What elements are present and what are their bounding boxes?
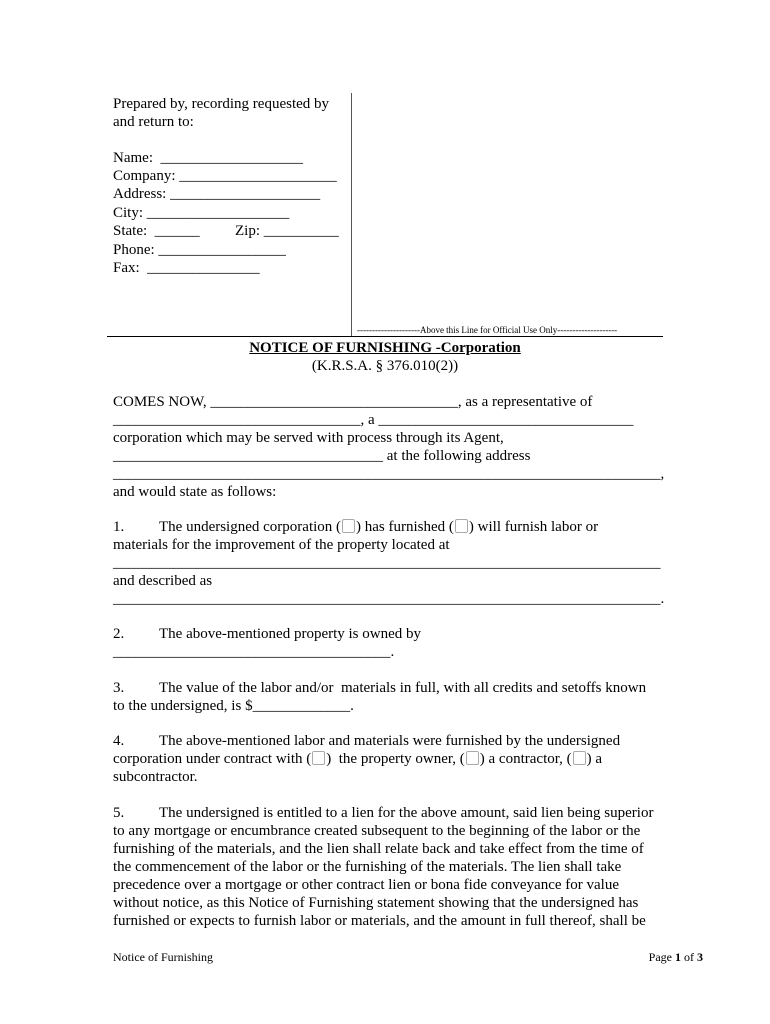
intro-line4[interactable]: ____________________________________ at the following address	[113, 448, 531, 464]
prepared-by-line2: and return to:	[113, 114, 194, 130]
subcontractor-checkbox[interactable]	[573, 751, 586, 765]
prepared-by-line1: Prepared by, recording requested by	[113, 96, 330, 112]
page-prefix: Page	[648, 950, 675, 964]
has-furnished-checkbox[interactable]	[342, 519, 355, 533]
page-total: 3	[697, 950, 703, 964]
will-furnish-checkbox[interactable]	[455, 519, 468, 533]
intro-line1[interactable]: COMES NOW, _________________________________, as a representative of	[113, 394, 593, 410]
phone-field[interactable]: Phone: _________________	[113, 242, 286, 258]
para1-line4: and described as	[113, 573, 213, 589]
para5-line3: furnishing of the materials, and the lien shall relate back and take effect from the time of	[113, 841, 644, 857]
contractor-checkbox[interactable]	[466, 751, 479, 765]
para5-line2: to any mortgage or encumbrance created subsequent to the beginning of the labor or the	[113, 823, 641, 839]
para2-number: 2.	[113, 626, 125, 642]
para5-number: 5.	[113, 805, 125, 821]
statute-reference: (K.R.S.A. § 376.010(2))	[311, 358, 459, 374]
para1-line2: materials for the improvement of the property located at	[113, 537, 450, 553]
para2-line1: The above-mentioned property is owned by	[159, 626, 422, 642]
intro-line3: corporation which may be served with process through its Agent,	[113, 430, 504, 446]
intro-line2[interactable]: _________________________________, a __________________________________	[113, 412, 634, 428]
para5-line5: precedence over a mortgage or other contract lien or bona fide conveyance for value	[113, 877, 619, 893]
para4-line2	[113, 750, 602, 768]
intro-line5[interactable]: _________________________________________________________________________,	[113, 466, 665, 482]
address-field[interactable]: Address: ____________________	[113, 186, 321, 202]
page-mid: of	[681, 950, 697, 964]
property-description-field[interactable]: _________________________________________________________________________.	[113, 591, 665, 607]
property-location-field[interactable]: _________________________________________________________________________	[113, 555, 661, 571]
para1-number: 1.	[113, 519, 125, 535]
para1-text-b: ) has furnished (	[356, 519, 454, 535]
page-number: 1	[675, 950, 681, 964]
para4-text-c: ) a contractor, (	[479, 751, 572, 767]
para5-line7: furnished or expects to furnish labor or materials, and the amount in full thereof, shall be	[113, 913, 646, 929]
para3-number: 3.	[113, 680, 125, 696]
para4-number: 4.	[113, 733, 125, 749]
para4-text-a: corporation under contract with (	[113, 751, 312, 767]
state-field[interactable]: State: ______	[113, 223, 200, 239]
para1-line1	[159, 518, 598, 536]
para1-text-a: The undersigned corporation (	[159, 519, 342, 535]
property-owner-checkbox[interactable]	[312, 751, 325, 765]
intro-line6: and would state as follows:	[113, 484, 277, 500]
para4-text-d: ) a	[586, 751, 603, 767]
para1-text-c: ) will furnish labor or	[468, 519, 599, 535]
document-title: NOTICE OF FURNISHING -Corporation	[249, 340, 521, 356]
company-field[interactable]: Company: _____________________	[113, 168, 337, 184]
para5-line1: The undersigned is entitled to a lien for the above amount, said lien being superior	[159, 805, 654, 821]
para3-line1: The value of the labor and/or materials in full, with all credits and setoffs known	[159, 680, 647, 696]
name-field[interactable]: Name: ___________________	[113, 150, 303, 166]
para5-line4: the commencement of the labor or the furnishing of the materials. The lien shall take	[113, 859, 622, 875]
para4-line3: subcontractor.	[113, 769, 198, 785]
city-field[interactable]: City: ___________________	[113, 205, 290, 221]
para4-line1: The above-mentioned labor and materials were furnished by the undersigned	[159, 733, 621, 749]
zip-field[interactable]: Zip: __________	[235, 223, 339, 239]
property-owner-field[interactable]: _____________________________________.	[113, 644, 395, 660]
para5-line6: without notice, as this Notice of Furnishing statement showing that the undersigned has	[113, 895, 639, 911]
official-use-line	[107, 336, 663, 337]
value-amount-field[interactable]: to the undersigned, is $_____________.	[113, 698, 354, 714]
page-indicator	[649, 950, 703, 964]
para4-text-b: ) the property owner, (	[326, 751, 465, 767]
fax-field[interactable]: Fax: _______________	[113, 260, 260, 276]
official-use-notice: ---------------------Above this Line for Official Use Only--------------------	[357, 325, 618, 335]
footer-doc-name: Notice of Furnishing	[113, 950, 213, 964]
vertical-divider	[351, 93, 352, 337]
